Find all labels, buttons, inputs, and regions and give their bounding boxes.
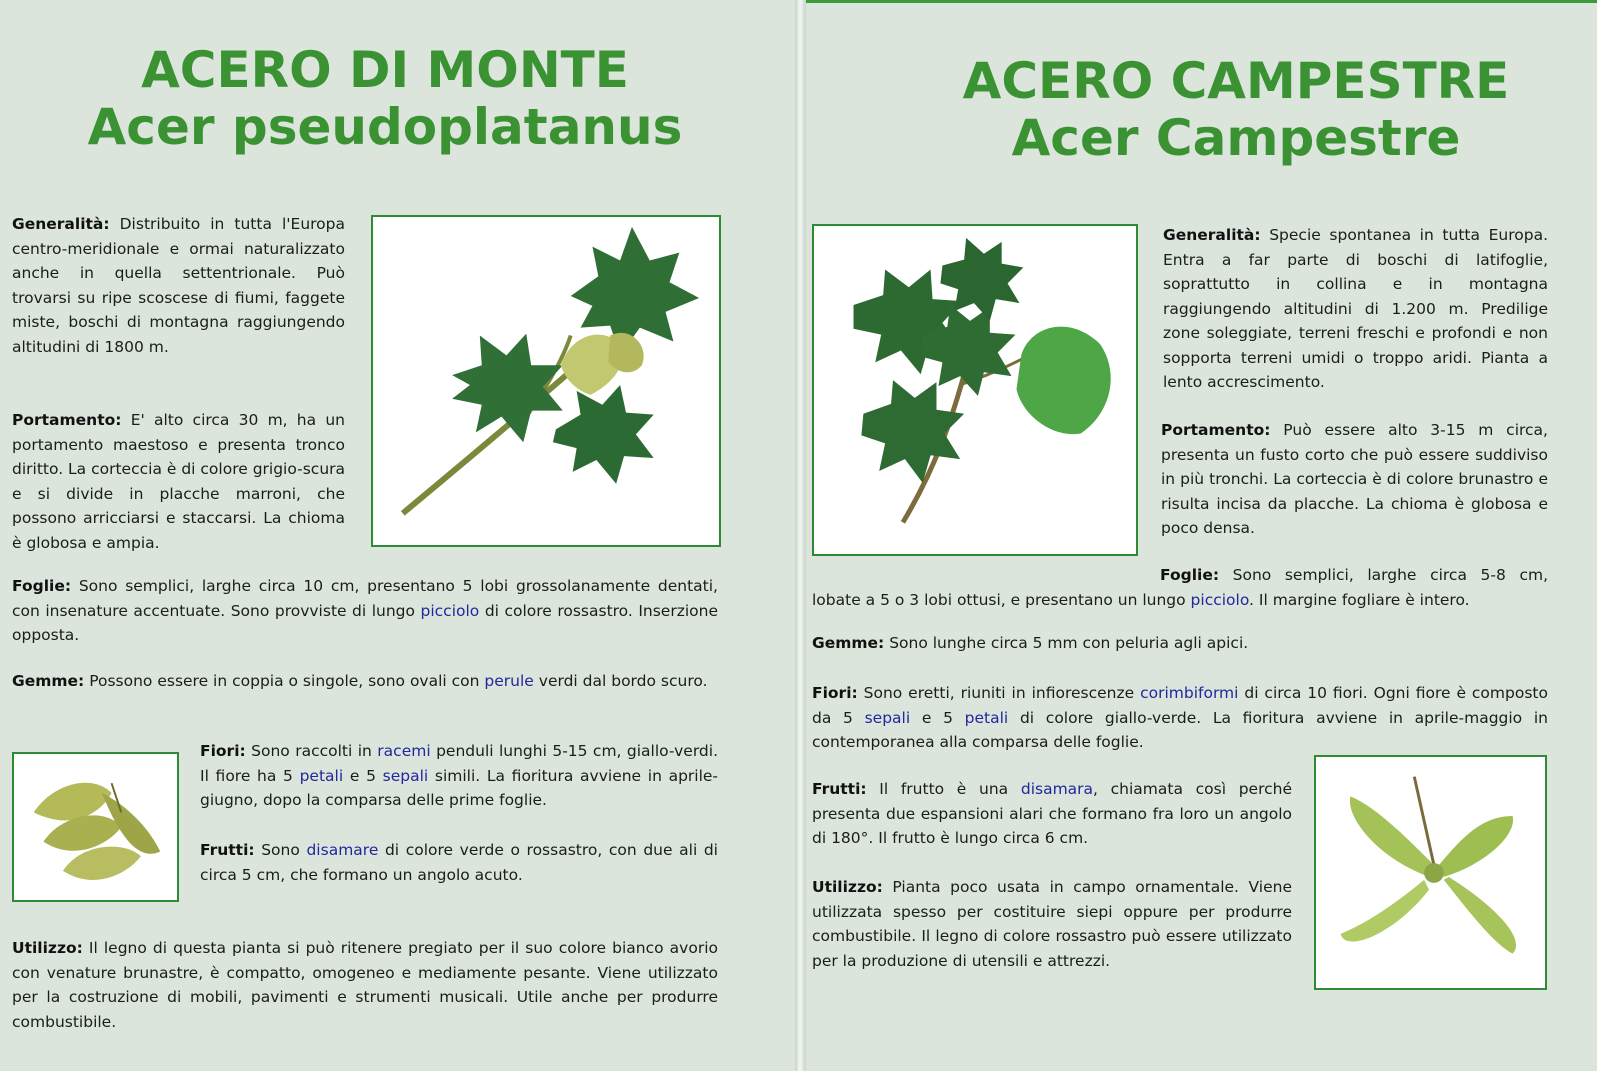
right-fiori-term-corimbiformi: corimbiformi — [1140, 684, 1239, 702]
left-frutti-text-b: di colore verde o rossastro, con due ali di circa 5 cm, che formano un angolo acuto. — [200, 841, 718, 884]
right-portamento-text: Può essere alto 3-15 m circa, presenta un fusto corto che può essere suddiviso in più tronchi. La corteccia è di colore brunastro e risulta incisa da placche. La chioma è globosa e poco densa. — [1161, 421, 1548, 537]
left-page — [0, 0, 795, 1071]
right-foglie-term-picciolo: picciolo — [1190, 590, 1250, 609]
left-frutti-label: Frutti: — [200, 841, 255, 859]
left-fiori-term-sepali: sepali — [382, 766, 429, 785]
field-maple-branch-photo — [812, 224, 1138, 556]
disamara-illustration — [1316, 757, 1545, 988]
left-gemme-paragraph — [12, 669, 718, 694]
left-scientific-name: Acer pseudoplatanus — [87, 98, 683, 156]
right-common-name: ACERO CAMPESTRE — [962, 52, 1510, 110]
left-utilizzo-label: Utilizzo: — [12, 939, 83, 957]
right-utilizzo-text: Pianta poco usata in campo ornamentale. Viene utilizzata spesso per costituire siepi oppure per produrre combustibile. Il legno di colore rossastro può essere utilizzato per la produzione di utensili e attrezzi. — [812, 878, 1292, 970]
right-frutti-paragraph — [812, 777, 1292, 851]
right-page-title — [891, 53, 1581, 167]
right-gemme-paragraph — [812, 631, 1548, 656]
right-fiori-term-sepali: sepali — [864, 708, 911, 727]
right-fiori-term-petali: petali — [964, 708, 1009, 727]
sycamore-fruit-photo — [12, 752, 179, 902]
left-utilizzo-paragraph — [12, 936, 718, 1034]
right-foglie-paragraph — [812, 563, 1548, 612]
left-gemme-text-b: verdi dal bordo scuro. — [538, 672, 708, 690]
right-utilizzo-label: Utilizzo: — [812, 878, 883, 896]
right-portamento-label: Portamento: — [1161, 421, 1271, 439]
left-foglie-paragraph — [12, 574, 718, 648]
left-common-name: ACERO DI MONTE — [141, 41, 629, 99]
left-fiori-term-petali: petali — [299, 766, 344, 785]
left-fiori-text-a: Sono raccolti in — [251, 742, 372, 760]
left-fiori-text-b: penduli lunghi 5-15 cm, giallo-verdi. Il fiore ha 5 — [200, 742, 718, 785]
left-fiori-paragraph — [200, 739, 718, 813]
right-fiori-text-c: e 5 — [921, 708, 953, 727]
field-maple-branch-illustration — [814, 226, 1136, 554]
right-generalita-paragraph — [1163, 223, 1548, 395]
left-page-title — [40, 42, 730, 156]
right-foglie-text-a: Sono semplici, larghe circa 5-8 cm, lobate a 5 o 3 lobi ottusi, e presentano un lungo — [812, 566, 1548, 609]
right-fiori-text-d: di colore giallo-verde. La fioritura avviene in aprile-maggio in contemporanea alla comparsa delle foglie. — [812, 708, 1548, 751]
left-fiori-text-d: simili. La fioritura avviene in aprile-giugno, dopo la comparsa delle prime foglie. — [200, 766, 719, 809]
right-fiori-label: Fiori: — [812, 684, 858, 702]
left-fiori-label: Fiori: — [200, 742, 246, 760]
left-gemme-label: Gemme: — [12, 672, 85, 690]
left-frutti-text-a: Sono — [261, 841, 300, 859]
right-foglie-text-b: . Il margine fogliare è intero. — [1249, 590, 1470, 609]
right-generalita-label: Generalità: — [1163, 226, 1261, 244]
left-fiori-text-c: e 5 — [349, 766, 376, 785]
right-frutti-text-b: , chiamata così perché presenta due espansioni alari che formano fra loro un angolo di 180°. Il frutto è lungo circa 6 cm. — [812, 780, 1292, 847]
left-foglie-text-b: di colore rossastro. Inserzione opposta. — [12, 601, 718, 644]
left-fiori-term-racemi: racemi — [377, 742, 431, 760]
right-scientific-name: Acer Campestre — [1011, 109, 1461, 167]
left-frutti-term-disamare: disamare — [306, 841, 379, 859]
left-utilizzo-text: Il legno di questa pianta si può ritenere pregiato per il suo colore bianco avorio con venature brunastre, è compatto, omogeneo e mediamente pesante. Viene utilizzato per la costruzione di mobili, pavimenti e strumenti musicali. Utile anche per produrre combustibile. — [12, 939, 718, 1031]
right-foglie-label: Foglie: — [1160, 566, 1220, 584]
right-utilizzo-paragraph — [812, 875, 1292, 973]
left-generalita-text: Distribuito in tutta l'Europa centro-meridionale e ormai naturalizzato anche in quella settentrionale. Può trovarsi su ripe scoscese di fiumi, faggete miste, boschi di montagna raggiungendo altitudini di 1800 m. — [12, 215, 345, 356]
right-gemme-label: Gemme: — [812, 634, 885, 652]
field-maple-fruit-photo — [1314, 755, 1547, 990]
left-foglie-label: Foglie: — [12, 577, 72, 595]
right-page — [806, 0, 1597, 1071]
left-portamento-text: E' alto circa 30 m, ha un portamento maestoso e presenta tronco diritto. La corteccia è di colore grigio-scura e si divide in placche marroni, che possono arricciarsi e staccarsi. La chioma è globosa e ampia. — [12, 411, 346, 552]
maple-branch-illustration — [373, 217, 719, 545]
left-generalita-label: Generalità: — [12, 215, 110, 233]
right-generalita-text: Specie spontanea in tutta Europa. Entra a far parte di boschi di latifoglie, soprattutto in collina e in montagna raggiungendo altitudini di 1.200 m. Predilige zone soleggiate, terreni freschi e profondi e non sopporta terreni umidi o troppo aridi. Pianta a lento accrescimento. — [1163, 226, 1548, 391]
left-portamento-paragraph — [12, 408, 345, 555]
right-frutti-text-a: Il frutto è una — [879, 780, 1009, 798]
right-frutti-label: Frutti: — [812, 780, 867, 798]
left-frutti-paragraph — [200, 838, 718, 887]
left-foglie-term-picciolo: picciolo — [420, 601, 480, 620]
book-gutter — [795, 0, 806, 1071]
right-frutti-term-disamara: disamara — [1020, 780, 1094, 798]
sycamore-branch-photo — [371, 215, 721, 547]
right-fiori-paragraph — [812, 681, 1548, 755]
left-portamento-label: Portamento: — [12, 411, 122, 429]
left-gemme-text-a: Possono essere in coppia o singole, sono ovali con — [89, 672, 480, 690]
left-gemme-term-perule: perule — [484, 672, 534, 690]
right-fiori-text-a: Sono eretti, riuniti in infiorescenze — [863, 684, 1135, 702]
right-portamento-paragraph — [1161, 418, 1548, 541]
right-fiori-text-b: di circa 10 fiori. Ogni fiore è composto da 5 — [812, 684, 1548, 727]
samara-cluster-illustration — [14, 754, 177, 900]
left-generalita-paragraph — [12, 212, 345, 359]
left-foglie-text-a: Sono semplici, larghe circa 10 cm, presentano 5 lobi grossolanamente dentati, con insenature accentuate. Sono provviste di lungo — [12, 577, 718, 620]
right-gemme-text: Sono lunghe circa 5 mm con peluria agli apici. — [889, 634, 1249, 652]
